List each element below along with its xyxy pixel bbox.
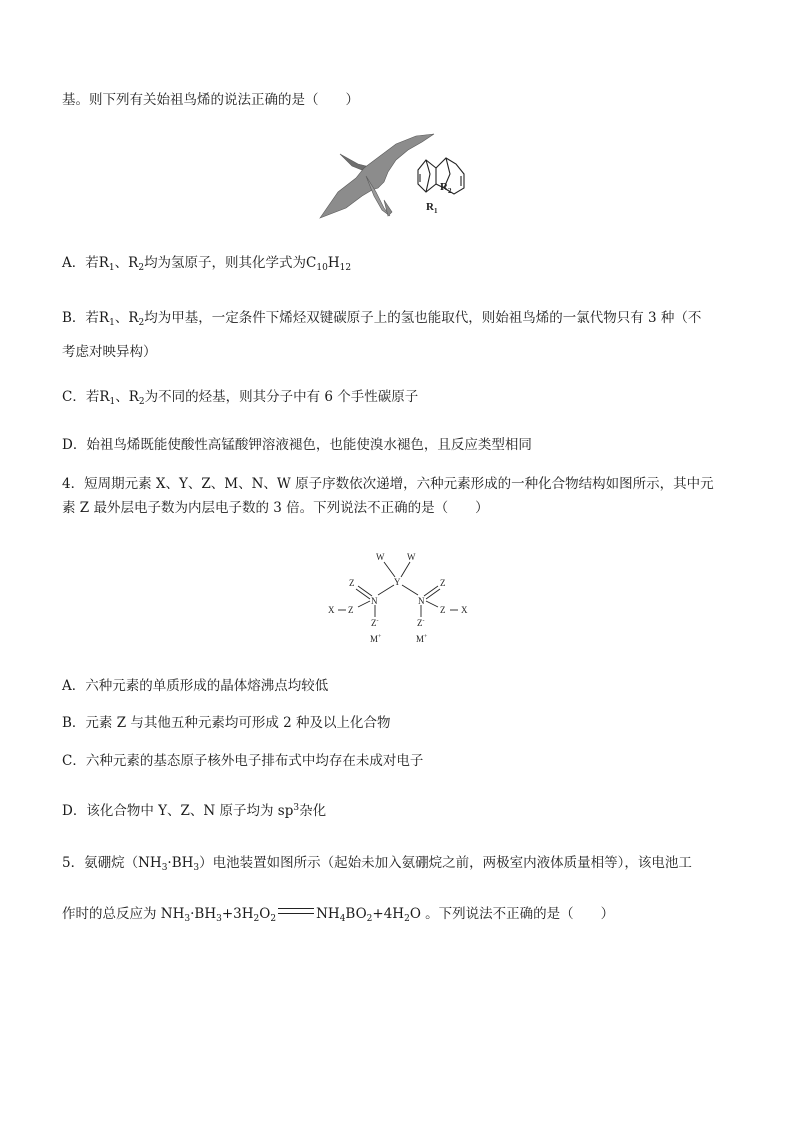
q3-option-d: D．始祖鸟烯既能使酸性高锰酸钾溶液褪色，也能使溴水褪色，且反应类型相同 (62, 437, 532, 453)
z-mid-right-label: Z (440, 605, 446, 615)
q5-stem-line2: 作时的总反应为 $NH_3\cdot BH_3+3H_2O_2$ $NH_4BO_2+4H_2O$ 。下列说法不正确的是（ ） (62, 906, 615, 924)
y-label: Y (394, 577, 401, 587)
q5-stem-line1: 5．氨硼烷$(NH_3\cdot BH_3)$电池装置如图所示（起始未加入氨硼烷之前，两极室内液体质量相等），该电池工 (62, 855, 692, 873)
q3-option-b-continued: 考虑对映异构） (62, 344, 157, 360)
q3-option-a: A．若$R_1$、$R_2$均为氢原子，则其化学式为$C_{10}H_{12}$ (62, 255, 352, 273)
reaction-equals-sign (278, 908, 314, 914)
q4-compound-structure (320, 545, 480, 650)
z-top-right-label: Z (440, 578, 446, 588)
q4-option-b: B．元素 Z 与其他五种元素均可形成 2 种及以上化合物 (62, 715, 391, 731)
q3-option-b: B．若$R_1$、$R_2$均为甲基，一定条件下烯烃双键碳原子上的氢也能取代，则始祖鸟烯的一氯代物只有 3 种（不 (62, 310, 702, 328)
x-right-label: X (461, 605, 468, 615)
z-minus-right-label: Z- (417, 618, 425, 628)
r1-label: $R_1$ (426, 201, 438, 215)
q4-option-c: C．六种元素的基态原子核外电子排布式中均存在未成对电子 (62, 753, 424, 769)
q4-option-a: A．六种元素的单质形成的晶体熔沸点均较低 (62, 678, 329, 694)
bird-silhouette-image (320, 134, 434, 218)
question-intro-line: 基。则下列有关始祖鸟烯的说法正确的是（ ） (62, 92, 359, 108)
q3-option-c: C．若$R_1$、$R_2$为不同的烃基，则其分子中有 6 个手性碳原子 (62, 389, 419, 407)
z-top-left-label: Z (349, 578, 355, 588)
z-minus-left-label: Z- (371, 618, 379, 628)
m-left-label: M+ (370, 634, 382, 644)
q4-stem-line2: 素 Z 最外层电子数为内层电子数的 3 倍。下列说法不正确的是（ ） (62, 500, 489, 516)
n-right-label: N (418, 596, 425, 606)
q4-option-d: D．该化合物中 Y、Z、N 原子均为 $sp^3$杂化 (62, 803, 327, 819)
x-left-label: X (328, 605, 335, 615)
archaeopteryx-figure (318, 130, 478, 222)
n-left-label: N (371, 596, 378, 606)
m-right-label: M+ (416, 634, 428, 644)
w-left-label: W (376, 552, 385, 562)
r2-label: $R_2$ (440, 181, 452, 195)
w-right-label: W (407, 552, 416, 562)
q4-stem-line1: 4．短周期元素 X、Y、Z、M、N、W 原子序数依次递增，六种元素形成的一种化合物结构如图所示，其中元 (62, 476, 714, 492)
z-mid-left-label: Z (348, 605, 354, 615)
